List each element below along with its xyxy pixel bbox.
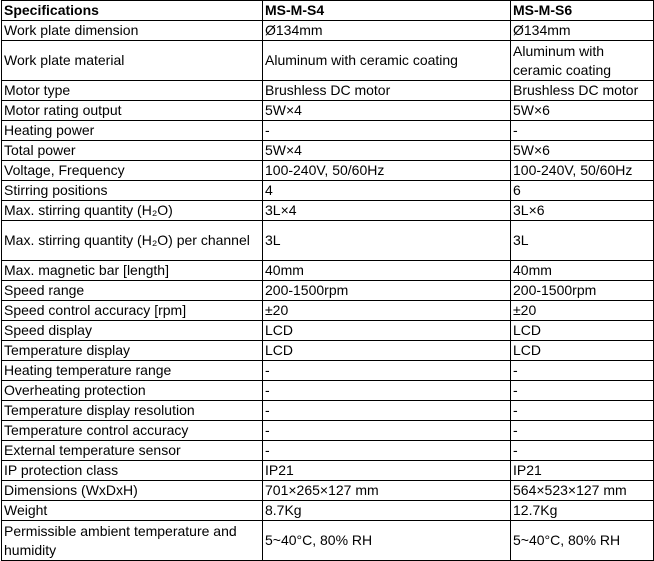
table-row	[2, 381, 654, 401]
spec-value-ms-m-s6: -	[511, 441, 654, 461]
spec-value-ms-m-s6: 3L	[511, 221, 654, 261]
spec-value-ms-m-s4: -	[263, 421, 511, 441]
spec-value-ms-m-s4: IP21	[263, 461, 511, 481]
spec-label: Temperature display	[2, 341, 263, 361]
spec-label: Stirring positions	[2, 181, 263, 201]
spec-label: Speed display	[2, 321, 263, 341]
spec-value-ms-m-s6: 12.7Kg	[511, 501, 654, 521]
spec-label: Max. stirring quantity (H₂O) per channel	[2, 221, 263, 261]
spec-value-ms-m-s4: 200-1500rpm	[263, 281, 511, 301]
spec-value-ms-m-s6: Brushless DC motor	[511, 81, 654, 101]
spec-value-ms-m-s6: Aluminum with ceramic coating	[511, 41, 654, 81]
table-row	[2, 301, 654, 321]
spec-value-ms-m-s4: Brushless DC motor	[263, 81, 511, 101]
table-row	[2, 161, 654, 181]
spec-value-ms-m-s4: 5W×4	[263, 101, 511, 121]
spec-value-ms-m-s4: 100-240V, 50/60Hz	[263, 161, 511, 181]
table-row	[2, 341, 654, 361]
spec-value-ms-m-s6: 100-240V, 50/60Hz	[511, 161, 654, 181]
spec-value-ms-m-s6: 5~40°C, 80% RH	[511, 521, 654, 561]
table-row	[2, 321, 654, 341]
table-row	[2, 401, 654, 421]
spec-label: Weight	[2, 501, 263, 521]
header-specifications: Specifications	[2, 1, 263, 21]
spec-label: Speed range	[2, 281, 263, 301]
spec-value-ms-m-s4: -	[263, 361, 511, 381]
spec-value-ms-m-s4: -	[263, 401, 511, 421]
spec-label: Motor rating output	[2, 101, 263, 121]
spec-label: Dimensions (WxDxH)	[2, 481, 263, 501]
spec-value-ms-m-s4: 8.7Kg	[263, 501, 511, 521]
spec-label: Max. stirring quantity (H₂O)	[2, 201, 263, 221]
spec-value-ms-m-s6: LCD	[511, 341, 654, 361]
spec-value-ms-m-s4: LCD	[263, 321, 511, 341]
spec-value-ms-m-s4: -	[263, 441, 511, 461]
table-row	[2, 361, 654, 381]
table-row	[2, 81, 654, 101]
spec-value-ms-m-s4: 40mm	[263, 261, 511, 281]
table-row	[2, 101, 654, 121]
spec-label: Total power	[2, 141, 263, 161]
spec-value-ms-m-s6: 6	[511, 181, 654, 201]
spec-value-ms-m-s4: 3L	[263, 221, 511, 261]
spec-value-ms-m-s6: 3L×6	[511, 201, 654, 221]
table-row	[2, 441, 654, 461]
table-row	[2, 461, 654, 481]
spec-value-ms-m-s6: -	[511, 421, 654, 441]
spec-value-ms-m-s6: -	[511, 121, 654, 141]
spec-value-ms-m-s4: 5~40°C, 80% RH	[263, 521, 511, 561]
spec-value-ms-m-s6: 564×523×127 mm	[511, 481, 654, 501]
table-row	[2, 121, 654, 141]
spec-label: Work plate material	[2, 41, 263, 81]
table-row	[2, 41, 654, 81]
spec-value-ms-m-s6: -	[511, 381, 654, 401]
spec-value-ms-m-s4: LCD	[263, 341, 511, 361]
table-row	[2, 221, 654, 261]
spec-value-ms-m-s4: 701×265×127 mm	[263, 481, 511, 501]
table-row	[2, 421, 654, 441]
spec-value-ms-m-s4: 4	[263, 181, 511, 201]
spec-label: Heating temperature range	[2, 361, 263, 381]
table-row	[2, 261, 654, 281]
table-row	[2, 141, 654, 161]
table-row	[2, 21, 654, 41]
spec-label: External temperature sensor	[2, 441, 263, 461]
spec-label: Motor type	[2, 81, 263, 101]
specifications-table	[1, 0, 654, 561]
spec-value-ms-m-s6: Ø134mm	[511, 21, 654, 41]
table-row	[2, 481, 654, 501]
spec-value-ms-m-s6: ±20	[511, 301, 654, 321]
spec-value-ms-m-s4: Ø134mm	[263, 21, 511, 41]
table-row	[2, 201, 654, 221]
table-row	[2, 181, 654, 201]
table-row	[2, 521, 654, 561]
header-model-ms-m-s4: MS-M-S4	[263, 1, 511, 21]
spec-value-ms-m-s6: LCD	[511, 321, 654, 341]
spec-label: IP protection class	[2, 461, 263, 481]
spec-value-ms-m-s6: -	[511, 401, 654, 421]
table-header-row	[2, 1, 654, 21]
spec-label: Overheating protection	[2, 381, 263, 401]
spec-value-ms-m-s4: 3L×4	[263, 201, 511, 221]
table-row	[2, 501, 654, 521]
spec-label: Temperature display resolution	[2, 401, 263, 421]
spec-label: Max. magnetic bar [length]	[2, 261, 263, 281]
spec-label: Work plate dimension	[2, 21, 263, 41]
spec-value-ms-m-s4: -	[263, 121, 511, 141]
spec-value-ms-m-s4: Aluminum with ceramic coating	[263, 41, 511, 81]
spec-label: Voltage, Frequency	[2, 161, 263, 181]
spec-value-ms-m-s6: 5W×6	[511, 101, 654, 121]
spec-value-ms-m-s6: IP21	[511, 461, 654, 481]
spec-value-ms-m-s4: ±20	[263, 301, 511, 321]
spec-label: Permissible ambient temperature and humidity	[2, 521, 263, 561]
spec-label: Speed control accuracy [rpm]	[2, 301, 263, 321]
spec-label: Temperature control accuracy	[2, 421, 263, 441]
spec-label: Heating power	[2, 121, 263, 141]
spec-value-ms-m-s4: -	[263, 381, 511, 401]
spec-value-ms-m-s4: 5W×4	[263, 141, 511, 161]
table-row	[2, 281, 654, 301]
spec-value-ms-m-s6: 40mm	[511, 261, 654, 281]
spec-value-ms-m-s6: 5W×6	[511, 141, 654, 161]
spec-value-ms-m-s6: 200-1500rpm	[511, 281, 654, 301]
spec-value-ms-m-s6: -	[511, 361, 654, 381]
header-model-ms-m-s6: MS-M-S6	[511, 1, 654, 21]
